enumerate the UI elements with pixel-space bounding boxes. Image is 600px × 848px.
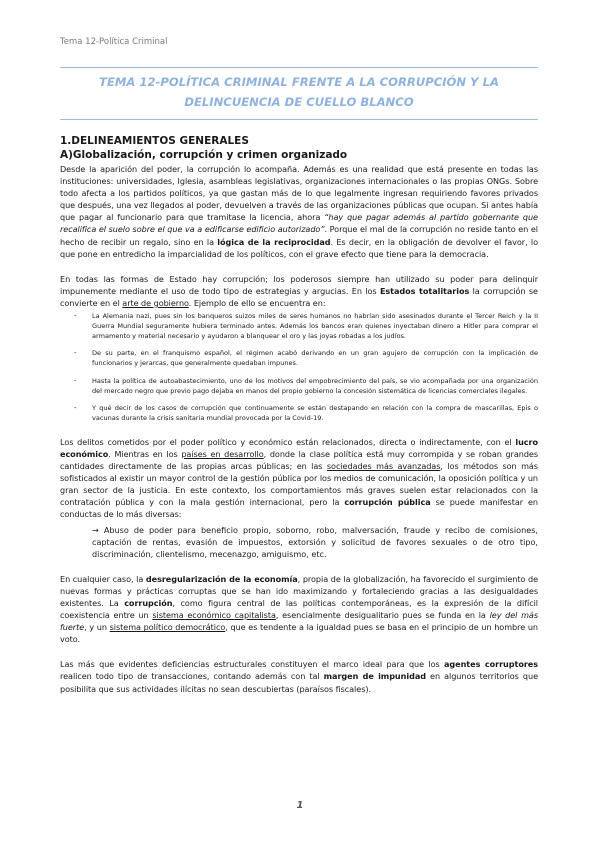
p3-bold-term-1: lucro económico (60, 436, 538, 459)
p3-text-d: , los métodos son más sofisticados al existir un mayor control de la gestión pública por los medios de comunicación, la oposición política y un gran sector de la justicia. En este contexto, los comportamientos más graves suelen estar relacionados con la contratación pública y con la mala gestión internacional, pero la (60, 461, 538, 508)
list-item: - Y qué decir de los casos de corrupción que continuamente se están destapando en relación con la compra de mascarillas, Epis o vacunas durante la crisis sanitaria mundial provocada por la Covid-19. (92, 403, 538, 423)
p3-text-a: Los delitos cometidos por el poder político y económico están relacionados, directa o indirectamente, con el (60, 436, 516, 447)
p3-text-e: se puede manifestar en conductas de lo más diversas: (60, 497, 538, 520)
list-item: - De su parte, en el franquismo español, el régimen acabó derivando en un gran agujero de corrupción con la implicación de funcionarios y jerarcas, que generalmente quedaban impunes. (92, 348, 538, 368)
p2-text-b: la corrupción se convierte en el (60, 285, 538, 308)
p2-bold-term: Estados totalitarios (379, 285, 470, 296)
subsection-heading: A)Globalización, corrupción y crimen organizado (60, 149, 348, 161)
p5-bold-term-2: margen de impunidad (323, 671, 426, 682)
paragraph-1 (60, 163, 538, 260)
p4-bold-term-1: desregularización de la economía (145, 573, 298, 584)
paragraph-4 (60, 573, 538, 646)
p3-bold-term-2: corrupción pública (344, 497, 431, 508)
document-title-line-1: TEMA 12-POLÍTICA CRIMINAL FRENTE A LA CORRUPCIÓN Y LA (99, 75, 499, 89)
p1-text-a: Desde la aparición del poder, la corrupción lo acompaña. Además es una realidad que está presente en todas las instituciones: universidades, Iglesia, asambleas legislativas, organizaciones internacionales o las propias ONGs. Sobre todo afecta a los partidos políticos, ya que gastan más de lo que legalmente ingresan requiriendo favores privados que después, una vez llegados al poder, devuelven a través de las organizaciones públicas que ocupan. Si antes había que pagar al funcionario para que tramitase la licencia, ahora (60, 164, 538, 223)
p2-underlined-term: arte de gobierno (122, 297, 189, 308)
p4-bold-term-2: corrupción (124, 598, 173, 608)
p1-quote: “hay que pagar además al partido gobernante que recalifica el suelo sobre el que va a edificarse edificio autorizado” (60, 212, 538, 235)
p5-text-b: realicen todo tipo de transacciones, contando además con tal (60, 671, 324, 682)
title-bottom-rule (60, 119, 538, 120)
p1-bold-term: lógica de la reciprocidad (217, 236, 331, 247)
p4-text-c: , como figura central de las políticas contemporáneas, es la expresión de la difícil coexistencia entre un (60, 598, 538, 621)
document-body (60, 134, 538, 695)
p3-underlined-term-2: sociedades más avanzadas (326, 461, 441, 472)
p4-text-d: , esencialmente desigualitario pues se funda en la (275, 610, 490, 621)
p2-text-c: . Ejemplo de ello se encuentra en: (188, 297, 326, 308)
page-number: 1 (296, 800, 304, 811)
p1-text-c: . Es decir, en la obligación de devolver el favor, lo que pone en entredicho la imparcialidad de los políticos, con el grave efecto que tiene para la democracia. (60, 236, 539, 259)
paragraph-2 (60, 273, 538, 309)
p4-text-b: , propia de la globalización, ha favorecido el surgimiento de nuevas formas y prácticas corruptas que se han ido maximizando y fortaleciendo gracias a las desigualdades existentes. La (60, 573, 539, 608)
p5-text-a: Las más que evidentes deficiencias estructurales constituyen el marco ideal para que los (60, 659, 444, 670)
p4-text-e: , y un (84, 622, 110, 633)
paragraph-3 (60, 436, 538, 521)
p4-underlined-term-1: sistema económico capitalista (152, 610, 276, 621)
p1-text-b: . Porque el mal de la corrupción no reside tanto en el hecho de recibir un regalo, sino en la (60, 224, 538, 247)
paragraph-5 (60, 658, 538, 694)
p3-underlined-term-1: países en desarrollo (181, 448, 264, 459)
p4-underlined-term-2: sistema político democrático (109, 622, 226, 633)
p4-text-a: En cualquier caso, la (60, 573, 146, 584)
section-heading: 1.DELINEAMIENTOS GENERALES (60, 135, 249, 147)
title-top-rule (60, 67, 538, 68)
arrow-list-item: → Abuso de poder para beneficio propio, soborno, robo, malversación, fraude y recibo de comisiones, captación de rentas, evasión de impuestos, extorsión y solicitud de favores sexuales o de otro tipo, discriminación, clientelismo, mecenazgo, amiguismo, etc. (92, 524, 538, 559)
p4-italic-term: ley del más fuerte (60, 610, 538, 633)
list-item: - La Alemania nazi, pues sin los banqueros suizos miles de seres humanos no habrían sido asesinados durante el Tercer Reich y la II Guerra Mundial seguramente hubiera terminado antes. Además los bancos eran quienes inyectaban dinero a Hitler para comprar el armamento y material necesario y ayudaron a blanquear el oro y las joyas robadas a los judíos. (92, 311, 538, 341)
p5-bold-term-1: agentes corruptores (444, 659, 538, 670)
p4-text-f: , que es tendente a la igualdad pues se basa en el principio de un hombre un voto. (60, 622, 538, 645)
p3-text-b: . Mientras en los (108, 448, 182, 459)
document-title (60, 72, 538, 112)
p3-text-c: , donde la clase política está muy corrompida y se roban grandes cantidades directamente de las propias arcas públicas; en las (60, 448, 538, 472)
running-head: Tema 12-Política Criminal (60, 37, 168, 47)
p2-text-a: En todas las formas de Estado hay corrupción; los poderosos siempre han utilizado su poder para delinquir impunemente mediante el uso de todo tipo de estrategias y argucias. En los (60, 273, 538, 296)
document-title-line-2: DELINCUENCIA DE CUELLO BLANCO (184, 95, 414, 109)
p5-text-c: en algunos territorios que posibilita que sus actividades ilícitas no sean descubiertas (paraísos fiscales). (60, 671, 538, 694)
example-list (60, 311, 538, 423)
list-item: - Hasta la política de autoabastecimiento, uno de los motivos del empobrecimiento del país, se vio acompañada por una organización del mercado negro que previo pago dejaba en manos del propio gobierno la concesión sistemática de licencias comerciales ilegales. (92, 376, 538, 396)
